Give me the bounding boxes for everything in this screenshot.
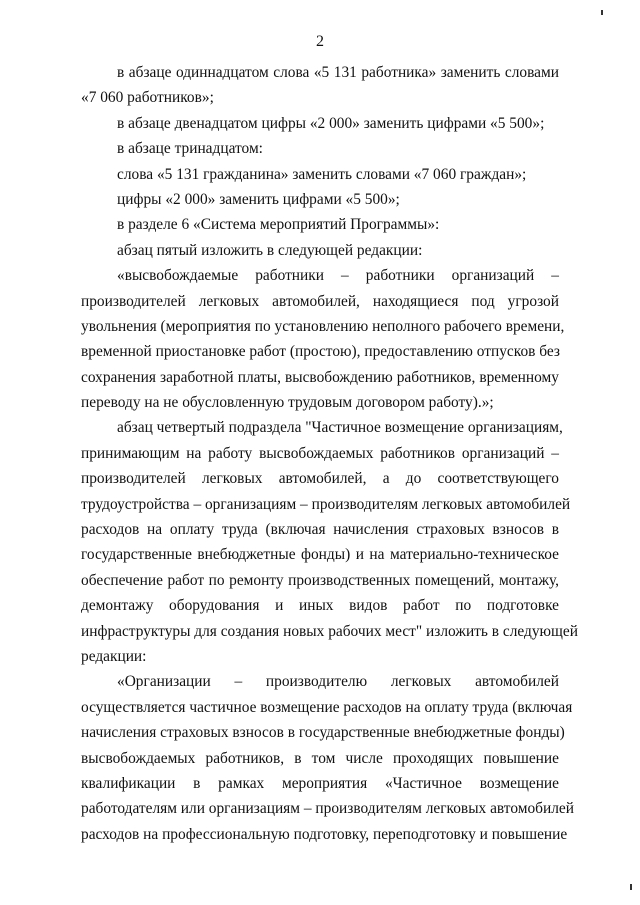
- text-line: демонтажу оборудования и иных видов работ по подготовке: [81, 597, 559, 615]
- text-line: в абзаце двенадцатом цифры «2 000» заменить цифрами «5 500»;: [117, 114, 545, 132]
- text-line: «7 060 работников»;: [81, 89, 214, 107]
- text-line: расходов на профессиональную подготовку, переподготовку и повышение: [81, 825, 568, 843]
- text-line: работодателям или организациям – производителям легковых автомобилей: [81, 800, 574, 818]
- text-line: производителей легковых автомобилей, а до соответствующего: [81, 470, 559, 488]
- text-line: временной приостановке работ (простою), предоставлению отпусков без: [81, 343, 560, 361]
- document-body: [81, 60, 578, 847]
- text-line: сохранения заработной платы, высвобождению работников, временному: [81, 368, 559, 386]
- text-line: в абзаце тринадцатом:: [117, 140, 263, 158]
- text-line: обеспечение работ по ремонту производственных помещений, монтажу,: [81, 571, 559, 589]
- text-line: трудоустройства – организациям – производителям легковых автомобилей: [81, 495, 571, 513]
- text-line: государственные внебюджетные фонды) и на материально-техническое: [81, 546, 559, 564]
- text-line: «Организации – производителю легковых автомобилей: [117, 673, 559, 691]
- text-line: абзац четвертый подраздела "Частичное возмещение организациям,: [117, 419, 563, 437]
- text-line: высвобождаемых работников, в том числе проходящих повышение: [81, 749, 559, 767]
- text-line: производителей легковых автомобилей, находящиеся под угрозой: [81, 292, 559, 310]
- scan-speck: [601, 10, 603, 15]
- text-line: инфраструктуры для создания новых рабочих мест" изложить в следующей: [81, 622, 578, 640]
- text-line: абзац пятый изложить в следующей редакции:: [117, 241, 423, 259]
- text-line: расходов на оплату труда (включая начисления страховых взносов в: [81, 521, 559, 539]
- text-line: цифры «2 000» заменить цифрами «5 500»;: [117, 190, 400, 208]
- text-line: переводу на не обусловленную трудовым договором работу).»;: [81, 394, 494, 412]
- text-line: принимающим на работу высвобождаемых работников организаций –: [81, 444, 559, 462]
- scan-speck: [630, 884, 632, 890]
- text-line: увольнения (мероприятия по установлению неполного рабочего времени,: [81, 317, 565, 335]
- text-line: квалификации в рамках мероприятия «Частичное возмещение: [81, 774, 559, 792]
- text-line: в разделе 6 «Система мероприятий Программы»:: [117, 216, 440, 234]
- text-line: слова «5 131 гражданина» заменить словами «7 060 граждан»;: [117, 165, 527, 183]
- page-number: 2: [316, 33, 324, 50]
- text-line: в абзаце одиннадцатом слова «5 131 работника» заменить словами: [117, 64, 559, 81]
- text-line: осуществляется частичное возмещение расходов на оплату труда (включая: [81, 698, 573, 716]
- text-line: начисления страховых взносов в государственные внебюджетные фонды): [81, 724, 565, 742]
- text-line: редакции:: [81, 647, 147, 665]
- text-line: «высвобождаемые работники – работники организаций –: [117, 267, 559, 285]
